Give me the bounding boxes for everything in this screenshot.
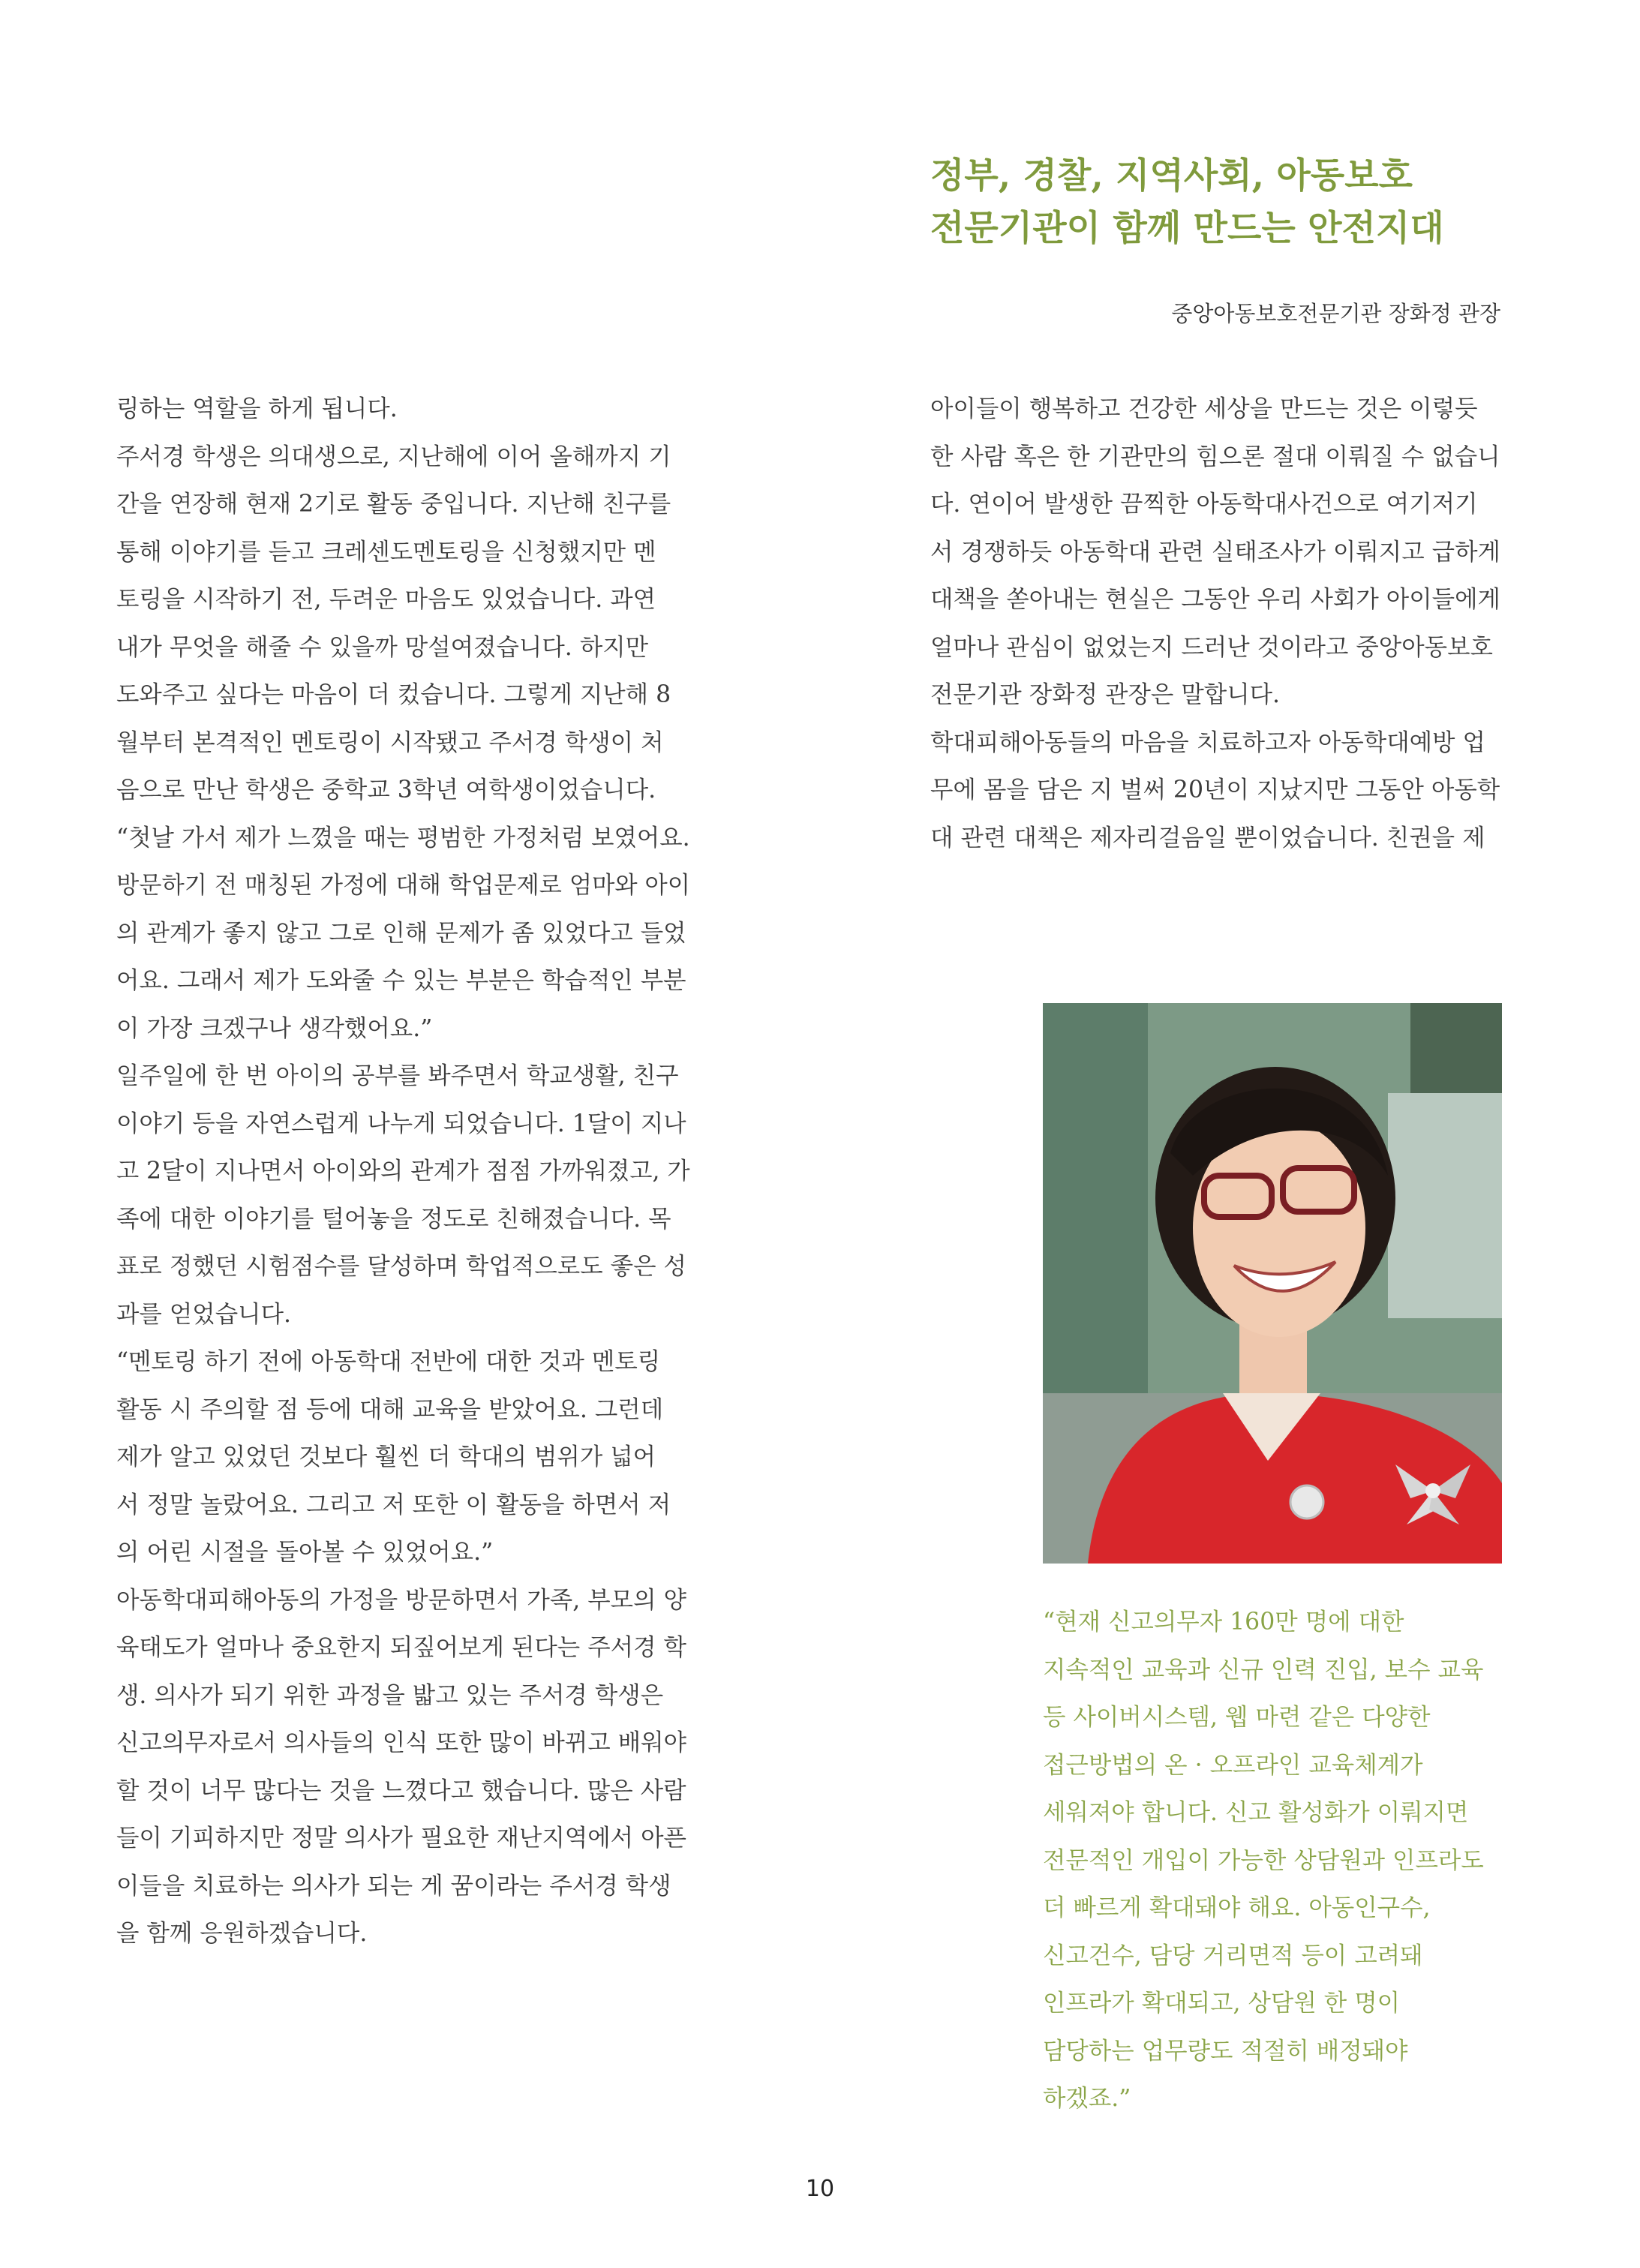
right-column-line: 아이들이 행복하고 건강한 세상을 만드는 것은 이렇듯 xyxy=(930,395,1478,422)
pull-quote-line: 등 사이버시스템, 웹 마련 같은 다양한 xyxy=(1043,1704,1431,1731)
right-column-line: 얼마나 관심이 없었는지 드러난 것이라고 중앙아동보호 xyxy=(930,633,1493,661)
left-column-line: 도와주고 싶다는 마음이 더 컸습니다. 그렇게 지난해 8 xyxy=(116,681,671,708)
right-column-line: 학대피해아동들의 마음을 치료하고자 아동학대예방 업 xyxy=(930,728,1485,756)
left-column-line: 들이 기피하지만 정말 의사가 필요한 재난지역에서 아픈 xyxy=(116,1825,686,1852)
page-number: 10 xyxy=(805,2176,835,2202)
left-column-line: 이들을 치료하는 의사가 되는 게 꿈이라는 주서경 학생 xyxy=(116,1872,671,1900)
left-column-line: 내가 무엇을 해줄 수 있을까 망설여졌습니다. 하지만 xyxy=(116,633,649,661)
left-column-line: 서 정말 놀랐어요. 그리고 저 또한 이 활동을 하면서 저 xyxy=(116,1491,671,1519)
pull-quote-line: 세워져야 합니다. 신고 활성화가 이뤄지면 xyxy=(1043,1799,1469,1826)
pull-quote-line: 담당하는 업무량도 적절히 배정돼야 xyxy=(1043,2037,1408,2065)
left-column-line: 족에 대한 이야기를 털어놓을 정도로 친해졌습니다. 목 xyxy=(116,1205,671,1233)
left-column-text xyxy=(116,386,690,1958)
left-column-line: 을 함께 응원하겠습니다. xyxy=(116,1920,368,1947)
left-column-line: 토링을 시작하기 전, 두려운 마음도 있었습니다. 과연 xyxy=(116,586,656,613)
left-column-line: 방문하기 전 매칭된 가정에 대해 학업문제로 엄마와 아이 xyxy=(116,872,690,899)
left-column-line: 간을 연장해 현재 2기로 활동 중입니다. 지난해 친구를 xyxy=(116,491,671,518)
left-column-line: 아동학대피해아동의 가정을 방문하면서 가족, 부모의 양 xyxy=(116,1586,686,1614)
portrait-photo xyxy=(1043,1003,1502,1564)
pull-quote-line: 접근방법의 온 · 오프라인 교육체계가 xyxy=(1043,1751,1423,1779)
heading-line-2: 전문기관이 함께 만드는 안전지대 xyxy=(930,208,1444,249)
pull-quote-line: 전문적인 개입이 가능한 상담원과 인프라도 xyxy=(1043,1846,1484,1874)
left-column-line: 의 관계가 좋지 않고 그로 인해 문제가 좀 있었다고 들었 xyxy=(116,919,686,947)
heading-line-1: 정부, 경찰, 지역사회, 아동보호 xyxy=(930,155,1413,197)
left-column-line: 주서경 학생은 의대생으로, 지난해에 이어 올해까지 기 xyxy=(116,443,671,470)
byline: 중앙아동보호전문기관 장화정 관장 xyxy=(1171,301,1500,326)
right-column-line: 전문기관 장화정 관장은 말합니다. xyxy=(930,681,1281,708)
left-column-line: 이 가장 크겠구나 생각했어요.” xyxy=(116,1014,433,1042)
right-column-text xyxy=(930,386,1500,862)
right-column-line: 한 사람 혹은 한 기관만의 힘으론 절대 이뤄질 수 없습니 xyxy=(930,443,1500,470)
right-column-line: 대 관련 대책은 제자리걸음일 뿐이었습니다. 친권을 제 xyxy=(930,824,1485,852)
left-column-line: 제가 알고 있었던 것보다 훨씬 더 학대의 범위가 넓어 xyxy=(116,1443,656,1470)
pull-quote-line: “현재 신고의무자 160만 명에 대한 xyxy=(1043,1609,1404,1636)
left-column-line: 의 어린 시절을 돌아볼 수 있었어요.” xyxy=(116,1539,494,1566)
right-column-line: 대책을 쏟아내는 현실은 그동안 우리 사회가 아이들에게 xyxy=(930,586,1500,613)
pull-quote-line: 인프라가 확대되고, 상담원 한 명이 xyxy=(1043,1990,1401,2017)
left-column-line: “첫날 가서 제가 느꼈을 때는 평범한 가정처럼 보였어요. xyxy=(116,824,690,852)
left-column-line: 고 2달이 지나면서 아이와의 관계가 점점 가까워졌고, 가 xyxy=(116,1158,690,1185)
pull-quote-line: 신고건수, 담당 거리면적 등이 고려돼 xyxy=(1043,1942,1423,1969)
left-column-line: 링하는 역할을 하게 됩니다. xyxy=(116,395,398,422)
left-column-line: 이야기 등을 자연스럽게 나누게 되었습니다. 1달이 지나 xyxy=(116,1110,686,1137)
left-column-line: 월부터 본격적인 멘토링이 시작됐고 주서경 학생이 처 xyxy=(116,728,664,756)
pull-quote xyxy=(1043,1599,1502,2123)
left-column-line: 어요. 그래서 제가 도와줄 수 있는 부분은 학습적인 부분 xyxy=(116,967,686,994)
left-column-line: 할 것이 너무 많다는 것을 느꼈다고 했습니다. 많은 사람 xyxy=(116,1777,686,1804)
left-column-line: “멘토링 하기 전에 아동학대 전반에 대한 것과 멘토링 xyxy=(116,1348,661,1375)
left-column-line: 과를 얻었습니다. xyxy=(116,1300,292,1328)
left-column-line: 활동 시 주의할 점 등에 대해 교육을 받았어요. 그런데 xyxy=(116,1395,664,1423)
left-column-line: 표로 정했던 시험점수를 달성하며 학업적으로도 좋은 성 xyxy=(116,1253,686,1280)
right-column-line: 무에 몸을 담은 지 벌써 20년이 지났지만 그동안 아동학 xyxy=(930,777,1500,804)
pull-quote-line: 하겠죠.” xyxy=(1043,2085,1131,2112)
left-column-line: 통해 이야기를 듣고 크레센도멘토링을 신청했지만 멘 xyxy=(116,538,656,566)
left-column-line: 생. 의사가 되기 위한 과정을 밟고 있는 주서경 학생은 xyxy=(116,1681,664,1709)
right-column-line: 다. 연이어 발생한 끔찍한 아동학대사건으로 여기저기 xyxy=(930,491,1478,518)
pull-quote-line: 더 빠르게 확대돼야 해요. 아동인구수, xyxy=(1043,1894,1431,1921)
left-column-line: 육태도가 얼마나 중요한지 되짚어보게 된다는 주서경 학 xyxy=(116,1634,686,1661)
pull-quote-line: 지속적인 교육과 신규 인력 진입, 보수 교육 xyxy=(1043,1656,1484,1684)
left-column-line: 음으로 만난 학생은 중학교 3학년 여학생이었습니다. xyxy=(116,777,656,804)
left-column-line: 신고의무자로서 의사들의 인식 또한 많이 바뀌고 배워야 xyxy=(116,1729,686,1756)
article-heading xyxy=(930,150,1500,255)
left-column-line: 일주일에 한 번 아이의 공부를 봐주면서 학교생활, 친구 xyxy=(116,1062,679,1089)
right-column-line: 서 경쟁하듯 아동학대 관련 실태조사가 이뤄지고 급하게 xyxy=(930,538,1500,566)
